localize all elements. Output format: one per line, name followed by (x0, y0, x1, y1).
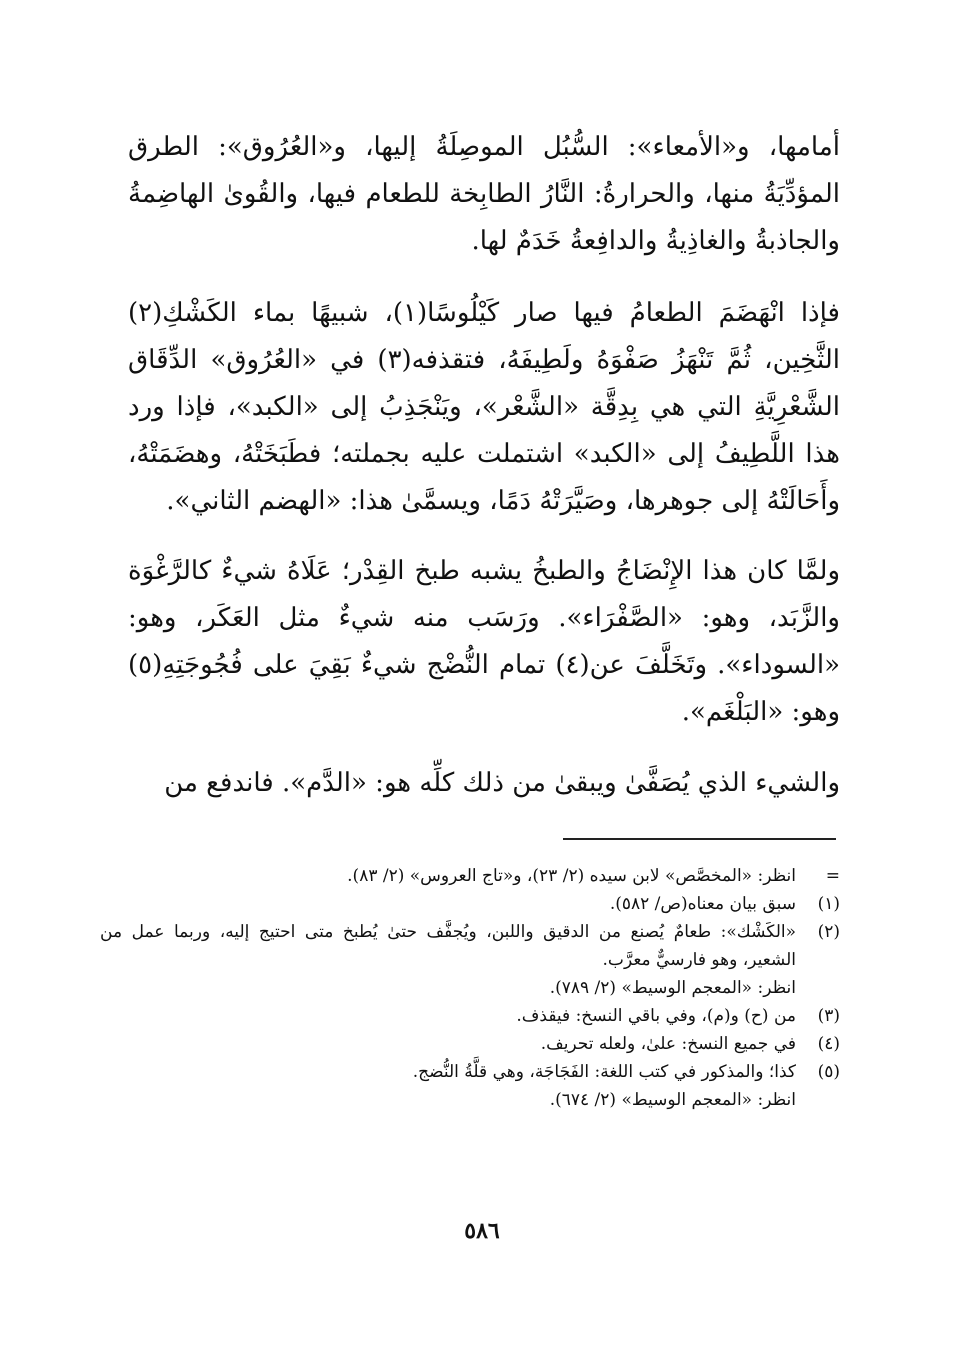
footnote-body (100, 1030, 796, 1058)
footnote-line: انظر: «المعجم الوسيط» (٢/ ٦٧٤). (549, 1090, 796, 1110)
page-number: ٥٨٦ (464, 1218, 500, 1244)
footnote-marker: (٢) (817, 922, 840, 942)
paragraph-text: ولمَّا كان هذا الإِنْضَاجُ والطبخُ يشبه طبخ القِدْر؛ عَلَاهُ شيءٌ كالرَّغْوَة والزَّبَد، وهو: «الصَّفْرَاء». ورَسَب منه شيءٌ مثل العَكَر، وهو: «السوداء». وتَخَلَّفَ عن(٤) تمام النُّضْج شيءٌ بَقِيَ على فُجُوجَتِهِ(٥) وهو: «البَلْغَم». (128, 556, 840, 727)
footnote-body (100, 890, 796, 918)
footnote-separator (563, 838, 836, 840)
footnote-body (100, 1002, 796, 1030)
paragraph-text: أمامها، و«الأمعاء»: السُّبُل الموصِلَةُ إليها، و«العُرُوق»: الطرق المؤدِّيَةُ منها، والحرارةُ: النَّارُ الطابِخة للطعام فيها، والقُوىٰ الهاضِمةُ والجاذبةُ والغاذِيةُ والدافِعةُ خَدَمٌ لها. (128, 132, 840, 256)
body-paragraph (128, 124, 840, 265)
footnote-body (100, 862, 796, 890)
body-paragraph (128, 548, 840, 736)
body-paragraph (128, 760, 840, 807)
footnote-marker: (١) (817, 894, 840, 914)
footnote (100, 1058, 840, 1114)
footnote (100, 1030, 840, 1058)
footnote-line: انظر: «المخصَّص» لابن سيده (٢/ ٢٣)، و«تاج العروس» (٢/ ٨٣). (347, 866, 796, 886)
paragraph-text: فإذا انْهَضَمَ الطعامُ فيها صار كَيْلُوسًا(١)، شبيهًا بماء الكَشْكِ(٢) الثَّخِين، ثُمَّ تَنْهَزُ صَفْوَهُ ولَطِيفَهُ، فتقذفه(٣) في «العُرُوق» الدِّقَاق الشَّعْرِيَّةِ التي هي بِدِقَّة «الشَّعْر»، ويَنْجَذِبُ إلى «الكبد»، فإذا ورد هذا اللَّطِيفُ إلى «الكبد» اشتملت عليه بجملته؛ فطَبَخَتْهُ، وهضَمَتْهُ، وأَحَالَتْهُ إلى جوهرها، وصَيَّرَتْهُ دَمًا، ويسمَّىٰ هذا: «الهضم الثاني». (128, 298, 840, 516)
footnotes-list (100, 862, 840, 1114)
footnote (100, 1002, 840, 1030)
footnote-line: في جميع النسخ: علىٰ، ولعله تحريف. (540, 1034, 796, 1054)
body-paragraph (128, 290, 840, 525)
footnote (100, 890, 840, 918)
footnote-marker: = (825, 866, 840, 886)
footnote (100, 862, 840, 890)
footnote-line: سبق بيان معناه(ص/ ٥٨٢). (609, 894, 796, 914)
footnote-marker: (٣) (817, 1006, 840, 1026)
footnote-line: «الكَشْك»: طعامٌ يُصنع من الدقيق واللبن، ويُجفَّف حتىٰ يُطبخ متى احتيج إليه، وربما عمل من الشعير، وهو فارسيٌّ معرَّب. (100, 922, 796, 970)
footnote-line: كذا؛ والمذكور في كتب اللغة: الفَجَاجَة، وهي قلَّةُ النُّضج. (412, 1062, 796, 1082)
footnote-body (100, 918, 796, 1002)
footnote-line: من (ح) و(م)، وفي باقي النسخ: فيقذف. (516, 1006, 796, 1026)
footnote-marker: (٥) (817, 1062, 840, 1082)
paragraph-text: والشيء الذي يُصَفَّىٰ ويبقىٰ من ذلك كلِّه هو: «الدَّم». فاندفع من (164, 768, 840, 798)
footnote-line: انظر: «المعجم الوسيط» (٢/ ٧٨٩). (549, 978, 796, 998)
footnote-body (100, 1058, 796, 1114)
footnote-marker: (٤) (817, 1034, 840, 1054)
footnote (100, 918, 840, 1002)
